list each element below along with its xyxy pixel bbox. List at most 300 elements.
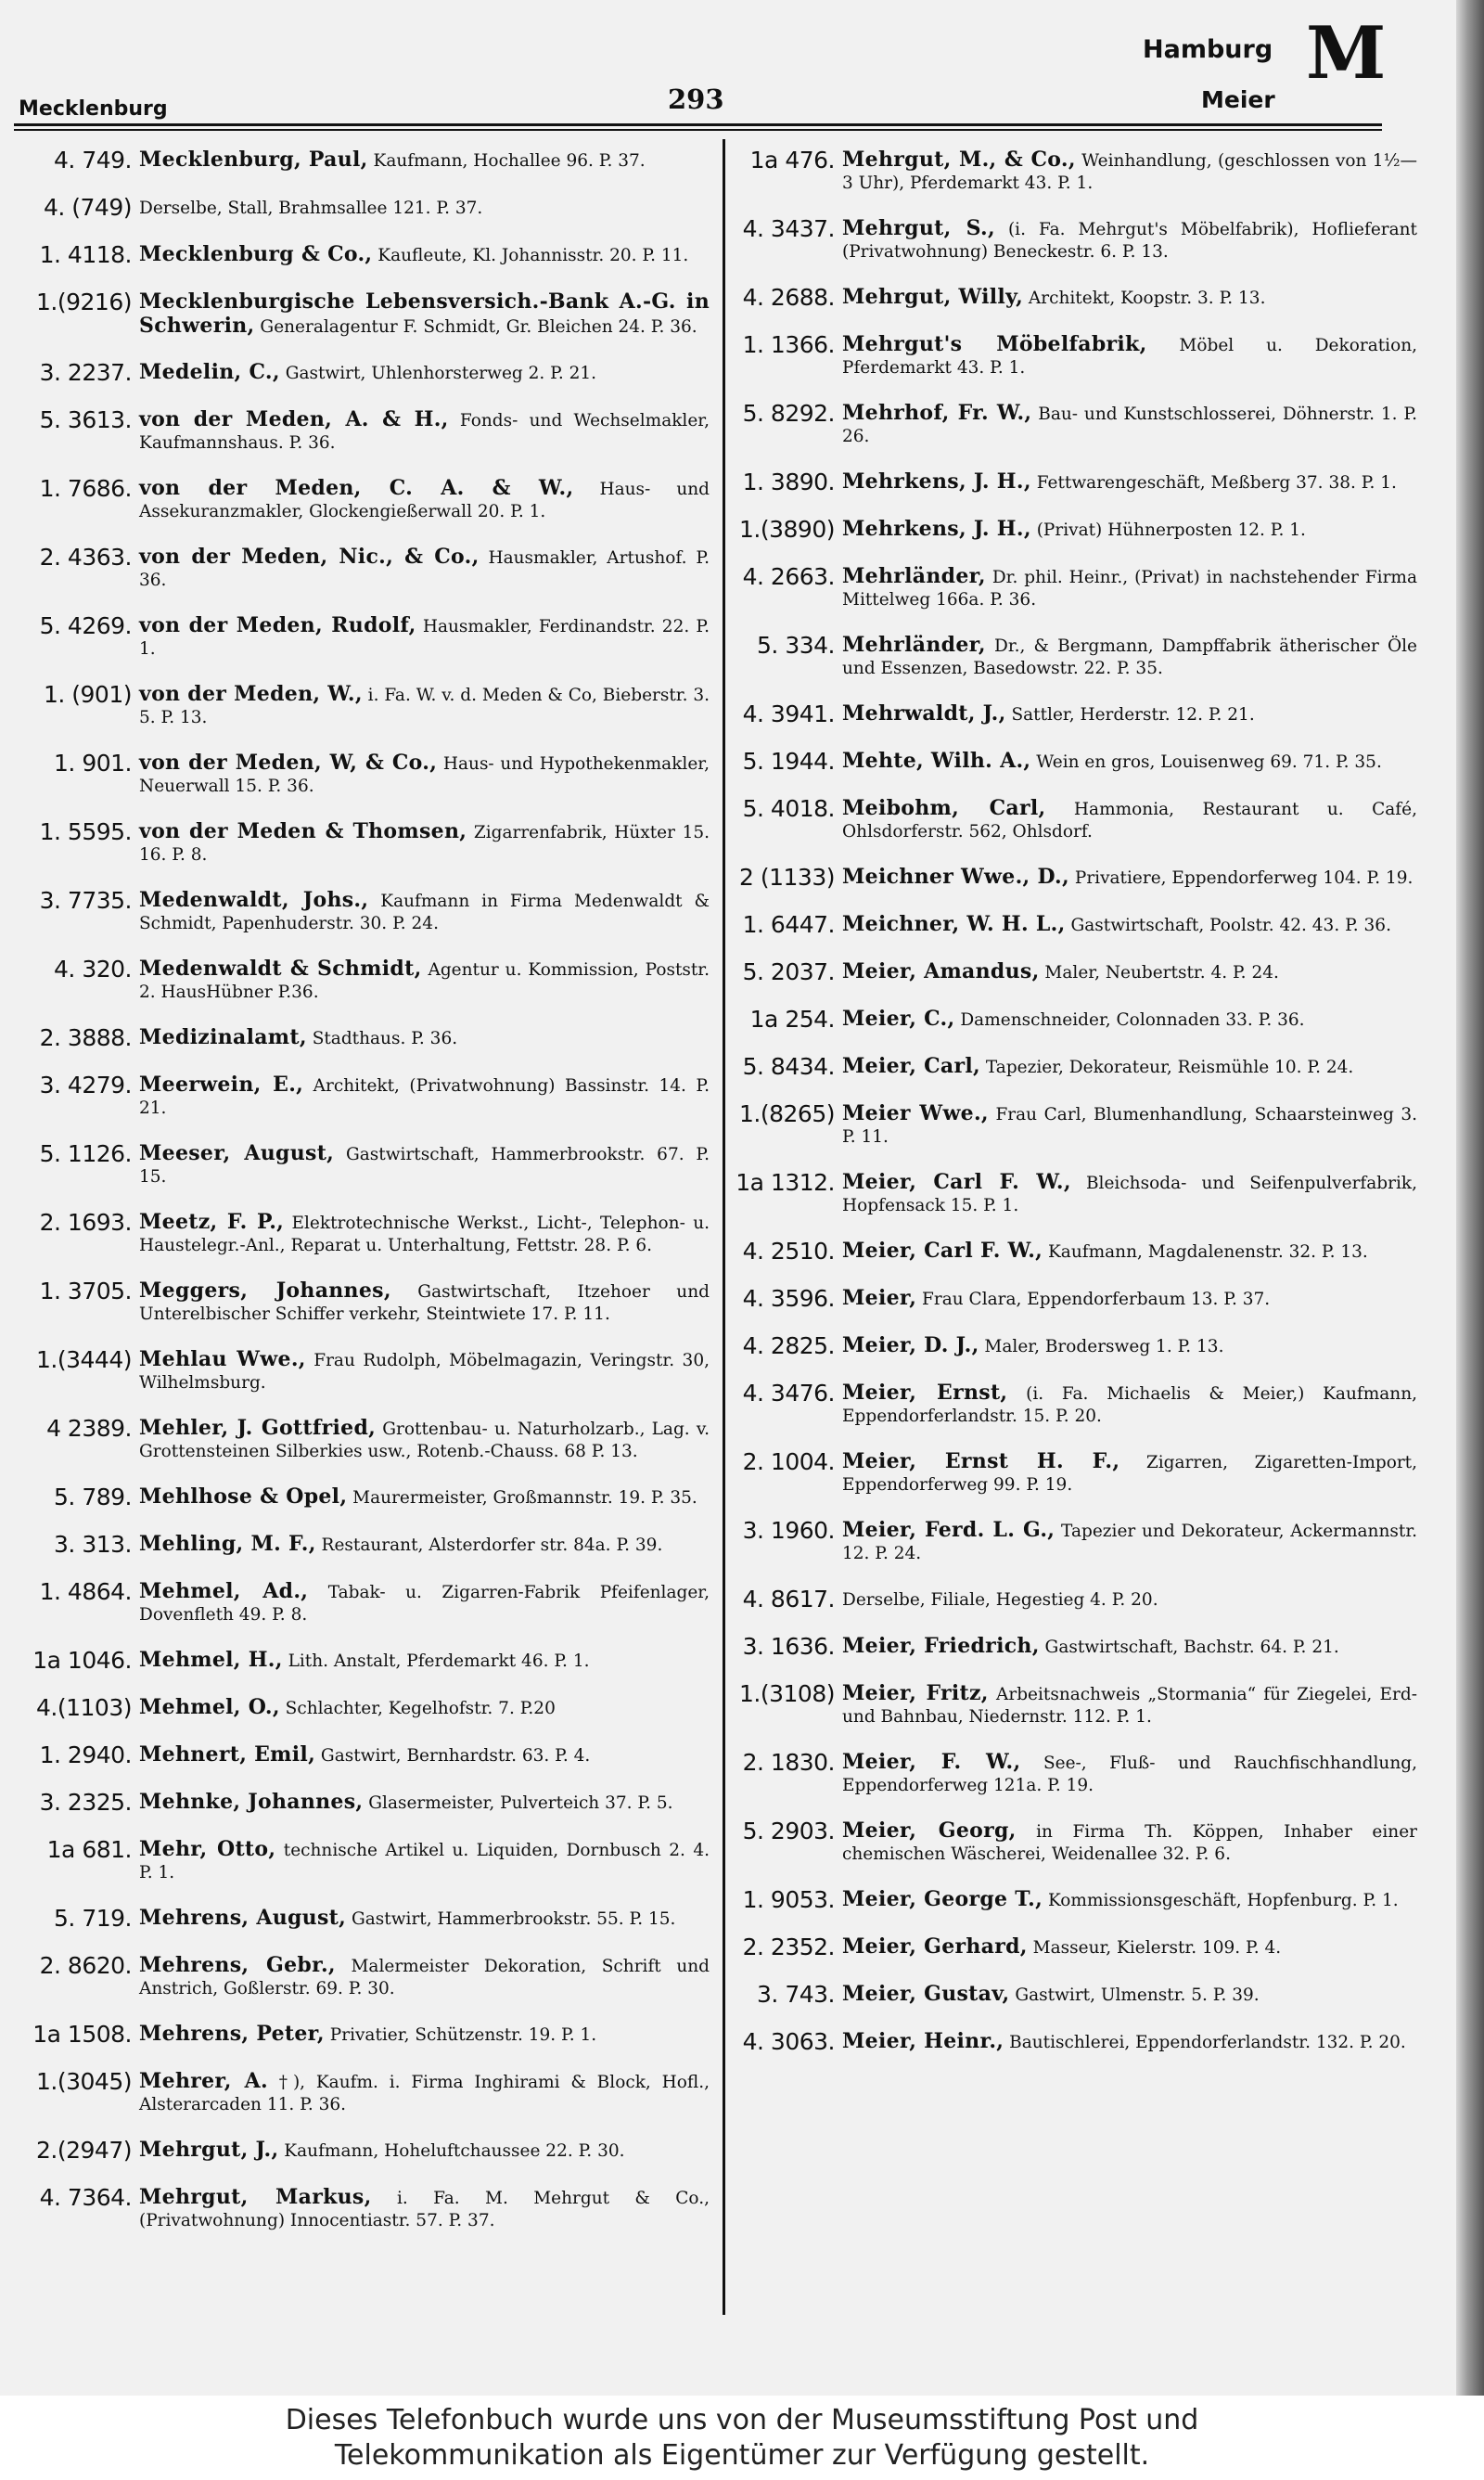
entry-text [139, 681, 710, 729]
entry-name: Mehling, M. F., [139, 1532, 316, 1556]
entry-text [139, 2137, 710, 2163]
entry-details: Glasermeister, Pulverteich 37. P. 5. [363, 1793, 673, 1813]
directory-entry [712, 911, 1417, 938]
phone-number: 2. 3888. [39, 1024, 132, 1051]
entry-details: Derselbe, Stall, Brahmsallee 121. P. 37. [139, 199, 483, 218]
entry-text [139, 289, 710, 339]
directory-entry [9, 1346, 710, 1394]
entry-text [139, 1346, 710, 1394]
directory-entry [712, 1448, 1417, 1497]
phone-number: 1. 3890. [742, 469, 835, 495]
entry-name: Mehrkens, J. H., [842, 517, 1031, 541]
entry-name: Meichner, W. H. L., [842, 912, 1066, 936]
entry-name: Meier, Friedrich, [842, 1634, 1040, 1658]
phone-number: 1a 1312. [736, 1169, 835, 1196]
directory-entry [712, 1285, 1417, 1312]
entry-name: Meetz, F. P., [139, 1210, 285, 1234]
entry-details: (i. Fa. Michaelis & Meier,) Kaufmann, Eppendorferlandstr. 15. P. 20. [842, 1384, 1417, 1426]
entry-details: Kaufmann in Firma Medenwaldt & Schmidt, Papenhuderstr. 30. P. 24. [139, 892, 710, 933]
entry-details: Architekt, (Privatwohnung) Bassinstr. 14. P. 21. [139, 1076, 710, 1118]
directory-entry [712, 1886, 1417, 1913]
directory-entry [9, 1024, 710, 1051]
phone-number: 4. 8617. [742, 1586, 835, 1613]
entry-name: Meier, Heinr., [842, 2029, 1004, 2053]
entry-details: (i. Fa. Mehrgut's Möbelfabrik), Hoflieferant (Privatwohnung) Beneckestr. 6. P. 13. [842, 220, 1417, 262]
directory-entry [9, 1484, 710, 1510]
entry-text [139, 1694, 710, 1720]
directory-entry [712, 1053, 1417, 1080]
phone-number: 4. 3941. [742, 700, 835, 727]
entry-details: Maler, Brodersweg 1. P. 13. [979, 1337, 1224, 1356]
phone-number: 2 (1133) [739, 864, 835, 891]
entry-text [842, 147, 1417, 195]
entry-name: Mehrens, Gebr., [139, 1953, 336, 1977]
entry-text [139, 194, 710, 220]
directory-entry [712, 1818, 1417, 1866]
entry-text [842, 748, 1417, 774]
directory-entry [9, 887, 710, 935]
entry-text [842, 632, 1417, 680]
phone-number: 3. 1636. [742, 1633, 835, 1660]
entry-text [139, 1140, 710, 1189]
phone-number: 4.(1103) [36, 1694, 132, 1721]
entry-text [842, 1586, 1417, 1612]
entry-name: Meibohm, Carl, [842, 796, 1046, 820]
entry-text [842, 331, 1417, 379]
entry-text [842, 1517, 1417, 1565]
entry-details: Tapezier, Dekorateur, Reismühle 10. P. 24. [980, 1058, 1354, 1077]
entry-text [842, 1886, 1417, 1912]
phone-number: 1.(3890) [739, 516, 835, 543]
entry-text [842, 700, 1417, 726]
name-range-start: Mecklenburg [19, 97, 168, 121]
phone-number: 1. (901) [43, 681, 132, 708]
entry-details: Masseur, Kielerstr. 109. P. 4. [1027, 1938, 1282, 1958]
phone-number: 2. 1830. [742, 1749, 835, 1776]
entry-details: i. Fa. M. Mehrgut & Co., (Privatwohnung) Innocentiastr. 57. P. 37. [139, 2189, 710, 2230]
directory-entry [712, 1006, 1417, 1033]
entry-text [842, 2028, 1417, 2054]
entry-name: Meier, F. W., [842, 1750, 1021, 1774]
phone-number: 5. 8434. [742, 1053, 835, 1080]
entry-details: Privatiere, Eppendorferweg 104. P. 19. [1068, 868, 1414, 888]
phone-number: 1. 3705. [39, 1278, 132, 1304]
entry-text [139, 1789, 710, 1815]
entry-name: Meier, Carl F. W., [842, 1239, 1043, 1263]
entry-text [139, 750, 710, 798]
entry-text [842, 1981, 1417, 2007]
entry-details: Hausmakler, Artushof. P. 36. [139, 548, 710, 590]
phone-number: 3. 4279. [39, 1072, 132, 1099]
entry-details: Gastwirtschaft, Bachstr. 64. P. 21. [1039, 1638, 1339, 1657]
entry-text [139, 475, 710, 523]
entry-text [842, 284, 1417, 310]
phone-number: 4. 3437. [742, 215, 835, 242]
phone-number: 4. 3063. [742, 2028, 835, 2055]
entry-details: Tapezier und Dekorateur, Ackermannstr. 12. P. 24. [842, 1522, 1418, 1563]
entry-details: Kaufmann, Hoheluftchaussee 22. P. 30. [278, 2141, 625, 2161]
directory-entry [9, 1209, 710, 1257]
entry-text [842, 795, 1417, 843]
directory-entry [9, 750, 710, 798]
entry-name: Meier Wwe., [842, 1101, 989, 1125]
name-range-end: Meier [1201, 86, 1275, 113]
entry-text [842, 1680, 1417, 1728]
entry-name: Meier, George T., [842, 1887, 1043, 1911]
entry-name: Medenwaldt & Schmidt, [139, 957, 422, 981]
entry-text [139, 1024, 710, 1050]
left-column [9, 147, 710, 2232]
entry-name: Meier, Gerhard, [842, 1934, 1028, 1959]
directory-entry [9, 1741, 710, 1768]
footer-notice [0, 2396, 1484, 2480]
directory-entry [712, 215, 1417, 263]
directory-entry [9, 1647, 710, 1674]
entry-name: Mehrer, A. [139, 2069, 268, 2093]
phone-number: 4. 2510. [742, 1238, 835, 1265]
directory-entry [9, 1789, 710, 1816]
entry-text [842, 1380, 1417, 1428]
entry-name: Mehrländer, [842, 564, 986, 588]
entry-text [139, 1531, 710, 1557]
entry-text [139, 1836, 710, 1884]
phone-number: 4. 7364. [39, 2184, 132, 2211]
directory-entry [712, 400, 1417, 448]
entry-text [842, 469, 1417, 495]
entry-name: Mehler, J. Gottfried, [139, 1416, 377, 1440]
entry-name: Meier, [842, 1286, 917, 1310]
directory-entry [712, 2028, 1417, 2055]
entry-details: Privatier, Schützenstr. 19. P. 1. [324, 2025, 597, 2045]
entry-name: Mehrländer, [842, 633, 986, 657]
entry-details: Damenschneider, Colonnaden 33. P. 36. [954, 1010, 1305, 1030]
phone-number: 4. 2688. [742, 284, 835, 311]
entry-name: Mehrgut, J., [139, 2138, 279, 2162]
entry-text [139, 1415, 710, 1463]
phone-number: 4. 320. [54, 956, 132, 983]
directory-entry [712, 1749, 1417, 1797]
phone-number: 3. 7735. [39, 887, 132, 914]
entry-text [842, 400, 1417, 448]
entry-details: Kaufleute, Kl. Johannisstr. 20. P. 11. [372, 246, 689, 265]
directory-entry [9, 1278, 710, 1326]
entry-name: Mehnke, Johannes, [139, 1790, 364, 1814]
entry-text [842, 1934, 1417, 1960]
directory-entry [9, 2137, 710, 2164]
entry-details: Generalagentur F. Schmidt, Gr. Bleichen 24. P. 36. [254, 317, 697, 337]
region-label: Hamburg [1143, 35, 1273, 64]
entry-text [139, 406, 710, 455]
entry-name: Meier, C., [842, 1007, 955, 1031]
phone-number: 3. 743. [757, 1981, 835, 2008]
phone-number: 1.(3108) [739, 1680, 835, 1707]
phone-number: 1a 681. [46, 1836, 132, 1863]
entry-details: Frau Clara, Eppendorferbaum 13. P. 37. [916, 1290, 1271, 1309]
phone-number: 2. 4363. [39, 544, 132, 571]
directory-entry [712, 331, 1417, 379]
directory-entry [9, 241, 710, 268]
entry-details: Maler, Neubertstr. 4. P. 24. [1039, 963, 1279, 983]
entry-details: Sattler, Herderstr. 12. P. 21. [1005, 705, 1255, 725]
phone-number: 4. 3596. [742, 1285, 835, 1312]
phone-number: 4. 749. [54, 147, 132, 173]
directory-entry [712, 147, 1417, 195]
phone-number: 1a 1046. [32, 1647, 132, 1674]
page-number: 293 [668, 84, 724, 115]
directory-entry [9, 1836, 710, 1884]
directory-entry [712, 284, 1417, 311]
directory-entry [712, 1100, 1417, 1149]
entry-text [139, 1278, 710, 1326]
entry-name: Meerwein, E., [139, 1073, 304, 1097]
directory-entry [712, 632, 1417, 680]
entry-name: Mehrgut, S., [842, 216, 995, 240]
footer-line: Telekommunikation als Eigentümer zur Verfügung gestellt. [334, 2439, 1150, 2472]
entry-name: von der Meden, W, & Co., [139, 751, 438, 775]
entry-name: von der Meden & Thomsen, [139, 819, 467, 843]
entry-details: Fettwarengeschäft, Meßberg 37. 38. P. 1. [1030, 473, 1397, 493]
phone-number: 5. 1126. [39, 1140, 132, 1167]
entry-text [842, 1100, 1417, 1149]
phone-number: 1. 4118. [39, 241, 132, 268]
entry-details: Weinhandlung, (geschlossen von 1½—3 Uhr), Pferdemarkt 43. P. 1. [842, 151, 1418, 193]
phone-number: 4. (749) [43, 194, 132, 221]
entry-details: Arbeitsnachweis „Stormania“ für Ziegelei, Erd- und Bahnbau, Niedernstr. 112. P. 1. [842, 1685, 1417, 1727]
phone-number: 1. 5595. [39, 818, 132, 845]
directory-entry [712, 1517, 1417, 1565]
entry-details: Frau Rudolph, Möbelmagazin, Veringstr. 30, Wilhelmsburg. [139, 1351, 710, 1393]
entry-text [139, 544, 710, 592]
entry-name: Meier, D. J., [842, 1333, 979, 1357]
entry-details: Restaurant, Alsterdorfer str. 84a. P. 39. [315, 1536, 663, 1555]
entry-text [139, 1952, 710, 2000]
footer-line: Dieses Telefonbuch wurde uns von der Museumsstiftung Post und [285, 2404, 1199, 2436]
entry-name: Meier, Fritz, [842, 1681, 989, 1705]
phone-number: 1. 6447. [742, 911, 835, 938]
entry-text [139, 612, 710, 661]
phone-number: 1a 1508. [32, 2021, 132, 2048]
entry-name: Meier, Gustav, [842, 1982, 1010, 2006]
entry-name: Meier, Carl, [842, 1054, 980, 1078]
entry-name: Mehr, Otto, [139, 1837, 276, 1861]
entry-name: Meggers, Johannes, [139, 1279, 391, 1303]
directory-entry [712, 1680, 1417, 1728]
entry-text [842, 1285, 1417, 1311]
phone-number: 1.(3045) [36, 2068, 132, 2095]
entry-details: in Firma Th. Köppen, Inhaber einer chemischen Wäscherei, Weidenallee 32. P. 6. [842, 1822, 1417, 1864]
entry-name: von der Meden, W., [139, 682, 363, 706]
entry-name: Meier, Ferd. L. G., [842, 1518, 1055, 1542]
entry-name: Meier, Ernst, [842, 1381, 1008, 1405]
directory-entry [712, 1586, 1417, 1613]
directory-entry [9, 2184, 710, 2232]
entry-details: Kaufmann, Hochallee 96. P. 37. [367, 151, 646, 171]
entry-details: Gastwirtschaft, Hammerbrookstr. 67. P. 15. [139, 1145, 710, 1187]
entry-details: Wein en gros, Louisenweg 69. 71. P. 35. [1030, 752, 1382, 772]
phone-number: 1. 7686. [39, 475, 132, 502]
directory-entry [9, 1952, 710, 2000]
phone-number: 3. 2237. [39, 359, 132, 386]
phone-number: 2. 8620. [39, 1952, 132, 1979]
page-header [0, 0, 1456, 139]
directory-entry [9, 1531, 710, 1558]
entry-text [139, 956, 710, 1004]
entry-text [842, 1332, 1417, 1358]
entry-text [139, 241, 710, 267]
index-letter: M [1306, 11, 1387, 96]
entry-name: Mehmel, O., [139, 1695, 280, 1719]
entry-name: Mehlau Wwe., [139, 1347, 306, 1371]
entry-name: Mehlhose & Opel, [139, 1484, 348, 1509]
phone-number: 5. 4269. [39, 612, 132, 639]
entry-details: See-, Fluß- und Rauchfischhandlung, Eppendorferweg 121a. P. 19. [842, 1754, 1417, 1795]
entry-details: Architekt, Koopstr. 3. P. 13. [1023, 289, 1266, 308]
directory-entry [712, 748, 1417, 775]
entry-details: Möbel u. Dekoration, Pferdemarkt 43. P. 1. [842, 336, 1418, 378]
directory-entry [712, 1633, 1417, 1660]
directory-entry [712, 700, 1417, 727]
directory-entry [712, 469, 1417, 495]
entry-text [842, 958, 1417, 984]
entry-text [842, 1006, 1417, 1032]
directory-entry [712, 516, 1417, 543]
entry-name: Medenwaldt, Johs., [139, 888, 369, 912]
entry-name: Mehrgut, Markus, [139, 2185, 372, 2209]
directory-entry [9, 147, 710, 173]
directory-entry [9, 406, 710, 455]
directory-entry [9, 1694, 710, 1721]
entry-name: Mehrwaldt, J., [842, 701, 1006, 726]
entry-text [842, 1633, 1417, 1659]
phone-number: 1.(8265) [739, 1100, 835, 1127]
entry-name: Mehrhof, Fr. W., [842, 401, 1032, 425]
phone-number: 5. 1944. [742, 748, 835, 775]
entry-name: Mehte, Wilh. A., [842, 749, 1031, 773]
directory-entry [712, 1332, 1417, 1359]
phone-number: 5. 789. [54, 1484, 132, 1510]
entry-details: Agentur u. Kommission, Poststr. 2. HausHübner P.36. [139, 960, 710, 1002]
directory-entry [9, 2068, 710, 2116]
phone-number: 4 2389. [46, 1415, 132, 1442]
phone-number: 4. 2663. [742, 563, 835, 590]
entry-name: Mecklenburgische Lebensversich.-Bank A.-G. in Schwerin, [139, 289, 710, 338]
entry-text [842, 1053, 1417, 1079]
directory-entry [712, 1238, 1417, 1265]
entry-name: Mehrgut's Möbelfabrik, [842, 332, 1147, 356]
entry-details: Bau- und Kunstschlosserei, Döhnerstr. 1. P. 26. [842, 405, 1417, 446]
entry-details: Gastwirtschaft, Poolstr. 42. 43. P. 36. [1065, 916, 1391, 935]
entry-name: Meier, Carl F. W., [842, 1170, 1071, 1194]
entry-name: von der Meden, A. & H., [139, 407, 449, 431]
phone-number: 1.(9216) [36, 289, 132, 315]
entry-details: Gastwirt, Bernhardstr. 63. P. 4. [315, 1746, 591, 1766]
directory-entry [9, 289, 710, 339]
entry-text [139, 2021, 710, 2047]
entry-details: Bautischlerei, Eppendorferlandstr. 132. P. 20. [1004, 2033, 1406, 2052]
entry-text [139, 1578, 710, 1626]
entry-details: Tabak- u. Zigarren-Fabrik Pfeifenlager, Dovenfleth 49. P. 8. [139, 1583, 710, 1625]
entry-details: Derselbe, Filiale, Hegestieg 4. P. 20. [842, 1590, 1158, 1610]
entry-name: Mehrkens, J. H., [842, 469, 1031, 494]
entry-details: Gastwirtschaft, Itzehoer und Unterelbischer Schiffer verkehr, Steintwiete 17. P. 11. [139, 1282, 710, 1324]
entry-name: Mehrgut, Willy, [842, 285, 1024, 309]
entry-details: technische Artikel u. Liquiden, Dornbusch 2. 4. P. 1. [139, 1841, 710, 1882]
directory-entry [712, 1169, 1417, 1217]
phone-number: 1. 901. [54, 750, 132, 777]
directory-entry [9, 612, 710, 661]
entry-details: Malermeister Dekoration, Schrift und Anstrich, Goßlerstr. 69. P. 30. [139, 1957, 710, 1998]
entry-text [842, 864, 1417, 890]
entry-name: Mehrens, August, [139, 1906, 347, 1930]
entry-name: Mecklenburg, Paul, [139, 148, 368, 172]
directory-entry [712, 1981, 1417, 2008]
phone-number: 5. 2037. [742, 958, 835, 985]
phone-number: 1a 254. [749, 1006, 835, 1033]
entry-text [139, 2184, 710, 2232]
entry-name: Mehmel, Ad., [139, 1579, 309, 1603]
phone-number: 5. 2903. [742, 1818, 835, 1844]
phone-number: 2. 2352. [742, 1934, 835, 1960]
entry-details: Zigarrenfabrik, Hüxter 15. 16. P. 8. [139, 823, 710, 865]
entry-details: Elektrotechnische Werkst., Licht-, Telephon- u. Haustelegr.-Anl., Reparat u. Unterhaltung, Fettstr. 28. P. 6. [139, 1214, 710, 1255]
entry-name: Medelin, C., [139, 360, 280, 384]
entry-details: Hammonia, Restaurant u. Café, Ohlsdorferstr. 562, Ohlsdorf. [842, 800, 1417, 842]
entry-details: Lith. Anstalt, Pferdemarkt 46. P. 1. [282, 1651, 590, 1671]
entry-name: von der Meden, Nic., & Co., [139, 545, 480, 569]
phone-number: 1.(3444) [36, 1346, 132, 1373]
entry-text [842, 1448, 1417, 1497]
entry-name: Mecklenburg & Co., [139, 242, 373, 266]
entry-text [842, 911, 1417, 937]
phone-number: 1. 2940. [39, 1741, 132, 1768]
directory-entry [9, 1578, 710, 1626]
entry-details: (Privat) Hühnerposten 12. P. 1. [1030, 520, 1306, 540]
entry-text [842, 1238, 1417, 1264]
entry-details: i. Fa. W. v. d. Meden & Co, Bieberstr. 3. 5. P. 13. [139, 686, 710, 727]
entry-text [139, 1647, 710, 1673]
phone-number: 2.(2947) [36, 2137, 132, 2164]
directory-entry [712, 1934, 1417, 1960]
entry-text [842, 563, 1417, 611]
directory-entry [9, 194, 710, 221]
phone-number: 3. 1960. [742, 1517, 835, 1544]
entry-details: Grottenbau- u. Naturholzarb., Lag. v. Grottensteinen Silberkies usw., Rotenb.-Chauss. 68 P. 13. [139, 1420, 710, 1461]
entry-details: Hausmakler, Ferdinandstr. 22. P. 1. [139, 617, 710, 659]
entry-details: Gastwirt, Ulmenstr. 5. P. 39. [1009, 1985, 1260, 2005]
phone-number: 3. 313. [54, 1531, 132, 1558]
entry-details: Haus- und Hypothekenmakler, Neuerwall 15. P. 36. [139, 754, 710, 796]
entry-text [842, 1749, 1417, 1797]
entry-text [842, 215, 1417, 263]
phone-number: 5. 719. [54, 1905, 132, 1932]
entry-text [139, 1741, 710, 1767]
directory-entry [9, 1072, 710, 1120]
phone-number: 1. 1366. [742, 331, 835, 358]
entry-name: Meichner Wwe., D., [842, 865, 1069, 889]
entry-name: Mehmel, H., [139, 1648, 283, 1672]
directory-entry [9, 681, 710, 729]
directory-entry [9, 1140, 710, 1189]
entry-details: Gastwirt, Uhlenhorsterweg 2. P. 21. [279, 364, 597, 383]
phone-number: 2. 1693. [39, 1209, 132, 1236]
entry-text [139, 1209, 710, 1257]
entry-details: Bleichsoda- und Seifenpulverfabrik, Hopfensack 15. P. 1. [842, 1174, 1417, 1215]
entry-name: Mehrens, Peter, [139, 2022, 325, 2046]
phone-number: 4. 2825. [742, 1332, 835, 1359]
entry-text [842, 1818, 1417, 1866]
phone-number: 5. 3613. [39, 406, 132, 433]
directory-entry [9, 1905, 710, 1932]
